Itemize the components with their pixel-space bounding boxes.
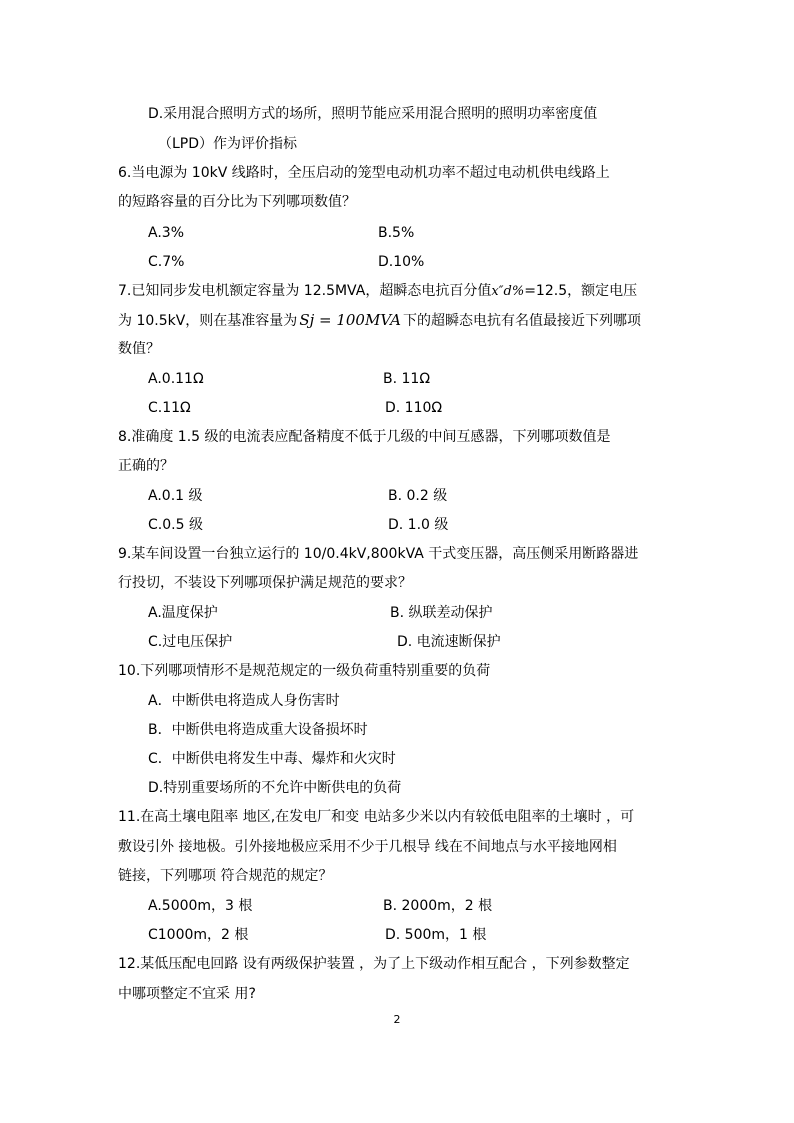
q10-option-d: D.特别重要场所的不允许中断供电的负荷 (148, 780, 402, 796)
question-7-line1 (118, 282, 637, 301)
q7-line1-text-a: 7.已知同步发电机额定容量为 12.5MVA，超瞬态电抗百分值 (118, 283, 492, 299)
q9-option-c: C.过电压保护 (148, 634, 233, 650)
q7-line2-text-a: 为 10.5kV，则在基准容量为 (118, 313, 298, 329)
q11-option-a: A.5000m，3 根 (148, 898, 253, 914)
q10-option-b: B．中断供电将造成重大设备损坏时 (148, 722, 368, 738)
q7-reactance-symbol: x″d% (491, 284, 525, 299)
question-7-line3: 数值？ (118, 341, 160, 357)
q7-base-capacity-formula: Sj = 100MVA (299, 311, 401, 329)
q6-option-d: D.10% (378, 254, 425, 270)
q10-option-c: C．中断供电将发生中毒、爆炸和火灾时 (148, 751, 396, 767)
question-8-line1: 8.准确度 1.5 级的电流表应配备精度不低于几级的中间互感器，下列哪项数值是 (118, 429, 611, 445)
q7-line1-text-b: =12.5，额定电压 (524, 283, 638, 299)
page-number: 2 (393, 1013, 401, 1026)
q6-option-a: A.3% (148, 225, 184, 241)
question-12-line2: 中哪项整定不宜采 用? (118, 986, 256, 1002)
q11-option-d: D. 500m，1 根 (385, 927, 487, 943)
q7-option-a: A.0.11Ω (148, 371, 204, 387)
question-11-line2: 敷设引外 接地极。引外接地极应采用不少于几根导 线在不间地点与水平接地网相 (118, 839, 617, 855)
q9-option-d: D. 电流速断保护 (397, 634, 501, 650)
q8-option-b: B. 0.2 级 (388, 488, 448, 504)
question-11-line3: 链接，下列哪项 符合规范的规定？ (118, 868, 333, 884)
question-11-line1: 11.在高土壤电阻率 地区,在发电厂和变 电站多少米以内有较低电阻率的土壤时 ，可 (118, 809, 635, 825)
q8-option-d: D. 1.0 级 (388, 517, 449, 533)
q5-option-d-line1: D.采用混合照明方式的场所，照明节能应采用混合照明的照明功率密度值 (148, 106, 598, 122)
q8-option-a: A.0.1 级 (148, 488, 203, 504)
question-9-line1: 9.某车间设置一台独立运行的 10/0.4kV,800kVA 干式变压器，高压侧采用断路器进 (118, 546, 639, 562)
question-6-line2: 的短路容量的百分比为下列哪项数值？ (118, 194, 356, 210)
q7-option-c: C.11Ω (148, 400, 191, 416)
question-9-line2: 行投切，不装设下列哪项保护满足规范的要求？ (118, 575, 412, 591)
q7-option-d: D. 110Ω (385, 400, 443, 416)
q6-option-c: C.7% (148, 254, 185, 270)
q5-option-d-line2: （LPD）作为评价指标 (158, 136, 298, 152)
q8-option-c: C.0.5 级 (148, 517, 203, 533)
q9-option-a: A.温度保护 (148, 605, 218, 621)
q11-option-b: B. 2000m，2 根 (383, 898, 493, 914)
question-7-line2 (118, 311, 641, 330)
question-6-line1: 6.当电源为 10kV 线路时，全压启动的笼型电动机功率不超过电动机供电线路上 (118, 165, 610, 181)
q9-option-b: B. 纵联差动保护 (390, 605, 493, 621)
question-10-line1: 10.下列哪项情形不是规范规定的一级负荷重特别重要的负荷 (118, 663, 491, 679)
q6-option-b: B.5% (378, 225, 415, 241)
question-8-line2: 正确的？ (118, 458, 174, 474)
question-12-line1: 12.某低压配电回路 设有两级保护装置 ，为了上下级动作相互配合 ，下列参数整定 (118, 956, 630, 972)
q10-option-a: A．中断供电将造成人身伤害时 (148, 693, 340, 709)
q11-option-c: C1000m，2 根 (148, 927, 249, 943)
q7-line2-text-b: 下的超瞬态电抗有名值最接近下列哪项 (402, 313, 641, 329)
q7-option-b: B. 11Ω (383, 371, 431, 387)
